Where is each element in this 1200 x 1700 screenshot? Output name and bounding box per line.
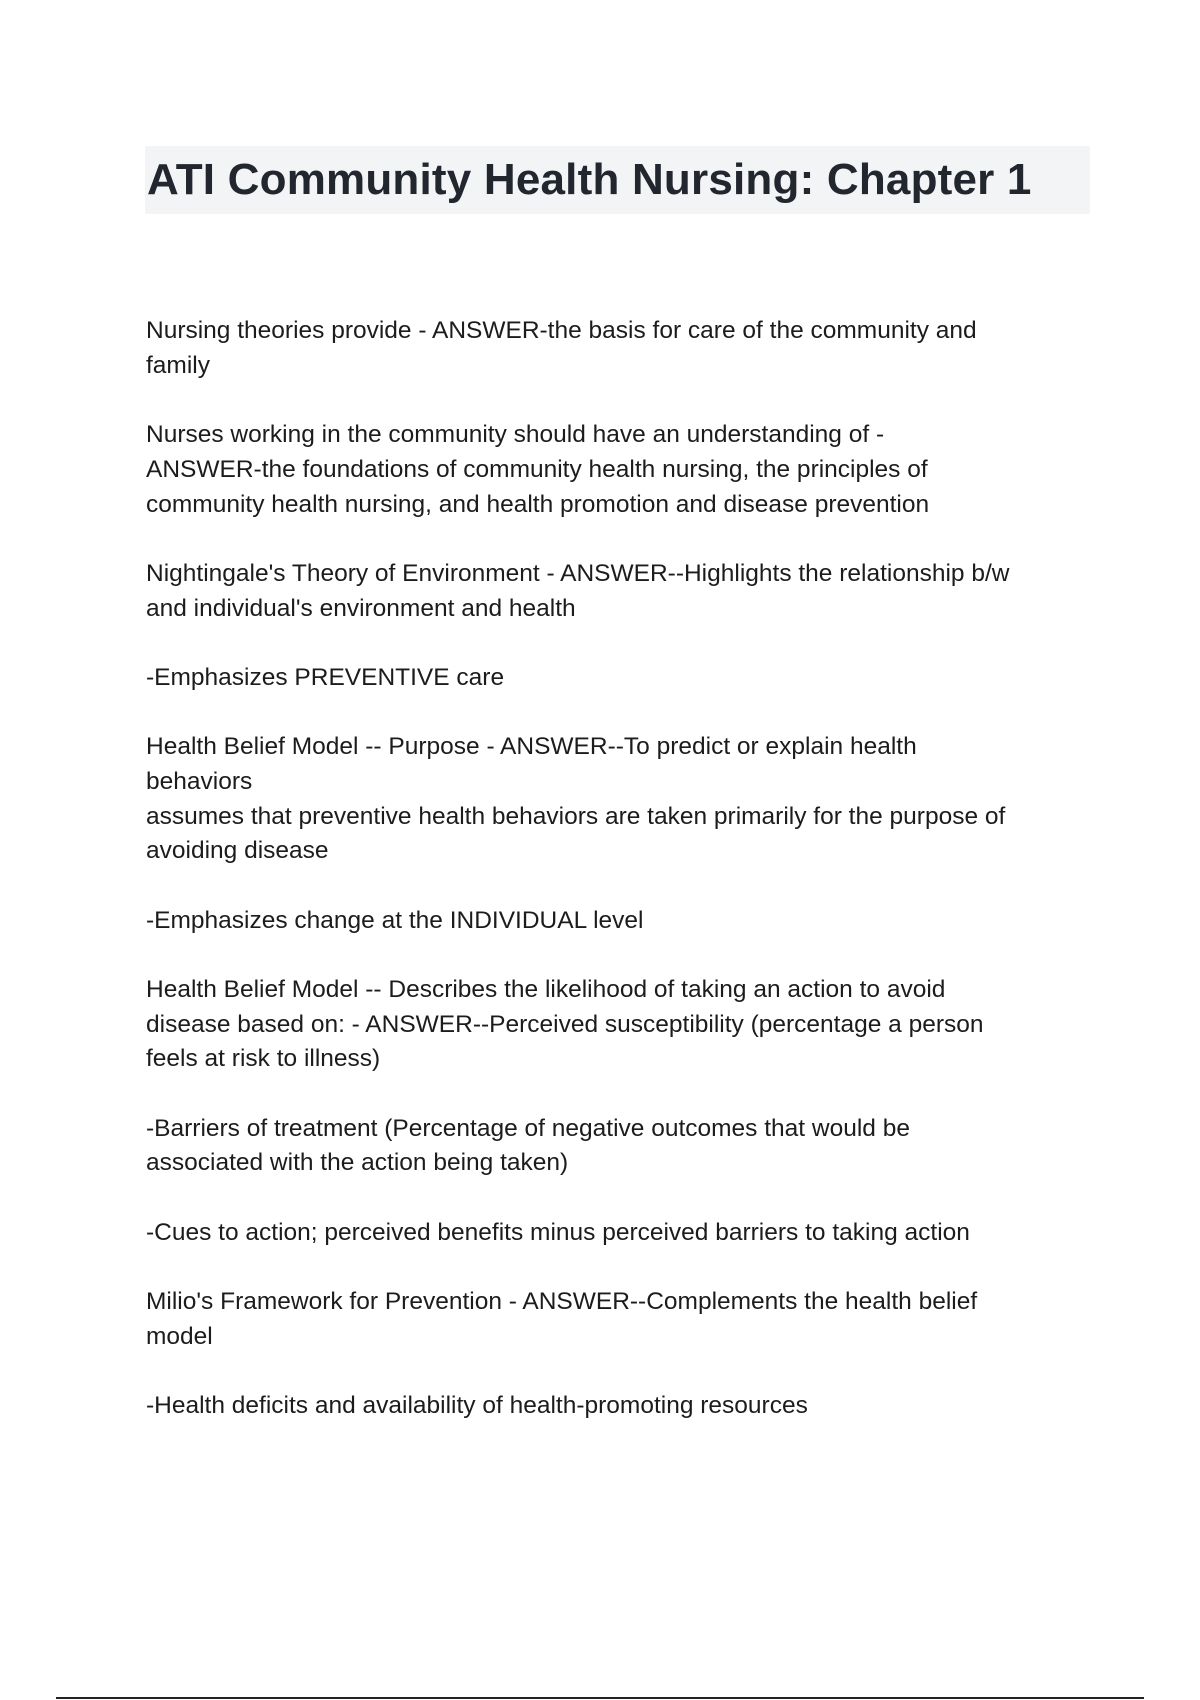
paragraph-line: -Cues to action; perceived benefits minus perceived barriers to taking action xyxy=(146,1218,970,1246)
paragraph-line: disease based on: - ANSWER--Perceived susceptibility (percentage a person xyxy=(146,1010,984,1038)
qa-paragraph xyxy=(146,973,1086,1077)
paragraph-line: -Emphasizes change at the INDIVIDUAL level xyxy=(146,906,644,934)
paragraph-line: associated with the action being taken) xyxy=(146,1149,569,1177)
paragraph-line: Milio's Framework for Prevention - ANSWER--Complements the health belief xyxy=(146,1287,978,1315)
paragraph-line: -Barriers of treatment (Percentage of negative outcomes that would be xyxy=(146,1114,910,1142)
qa-paragraph xyxy=(146,1216,1086,1251)
page-bottom-rule xyxy=(56,1697,1144,1699)
document-title: ATI Community Health Nursing: Chapter 1 xyxy=(147,155,1032,204)
paragraph-line: -Health deficits and availability of health-promoting resources xyxy=(146,1391,808,1419)
paragraph-line: family xyxy=(146,351,210,379)
qa-paragraph xyxy=(146,1112,1086,1182)
qa-paragraph xyxy=(146,1389,1086,1424)
paragraph-line: Nursing theories provide - ANSWER-the basis for care of the community and xyxy=(146,317,977,344)
paragraph-line: community health nursing, and health promotion and disease prevention xyxy=(146,490,930,518)
paragraph-line: avoiding disease xyxy=(146,837,329,865)
paragraph-line: Nightingale's Theory of Environment - ANSWER--Highlights the relationship b/w xyxy=(146,559,1010,587)
paragraph-line: Health Belief Model -- Describes the likelihood of taking an action to avoid xyxy=(146,975,946,1003)
paragraph-line: Health Belief Model -- Purpose - ANSWER--To predict or explain health xyxy=(146,733,917,760)
qa-paragraph xyxy=(146,314,1086,384)
qa-paragraph xyxy=(146,730,1086,869)
qa-paragraph xyxy=(146,557,1086,627)
paragraph-line: assumes that preventive health behaviors are taken primarily for the purpose of xyxy=(146,802,1006,830)
paragraph-line: -Emphasizes PREVENTIVE care xyxy=(146,663,505,691)
qa-paragraph xyxy=(146,418,1086,522)
paragraph-line: Nurses working in the community should have an understanding of - xyxy=(146,421,885,448)
document-body xyxy=(146,314,1086,1458)
paragraph-line: feels at risk to illness) xyxy=(146,1045,381,1073)
title-band xyxy=(145,146,1090,214)
qa-paragraph xyxy=(146,661,1086,696)
paragraph-line: model xyxy=(146,1322,213,1350)
paragraph-line: ANSWER-the foundations of community health nursing, the principles of xyxy=(146,455,928,483)
paragraph-line: and individual's environment and health xyxy=(146,594,576,622)
qa-paragraph xyxy=(146,1285,1086,1355)
qa-paragraph xyxy=(146,904,1086,939)
paragraph-line: behaviors xyxy=(146,767,253,795)
